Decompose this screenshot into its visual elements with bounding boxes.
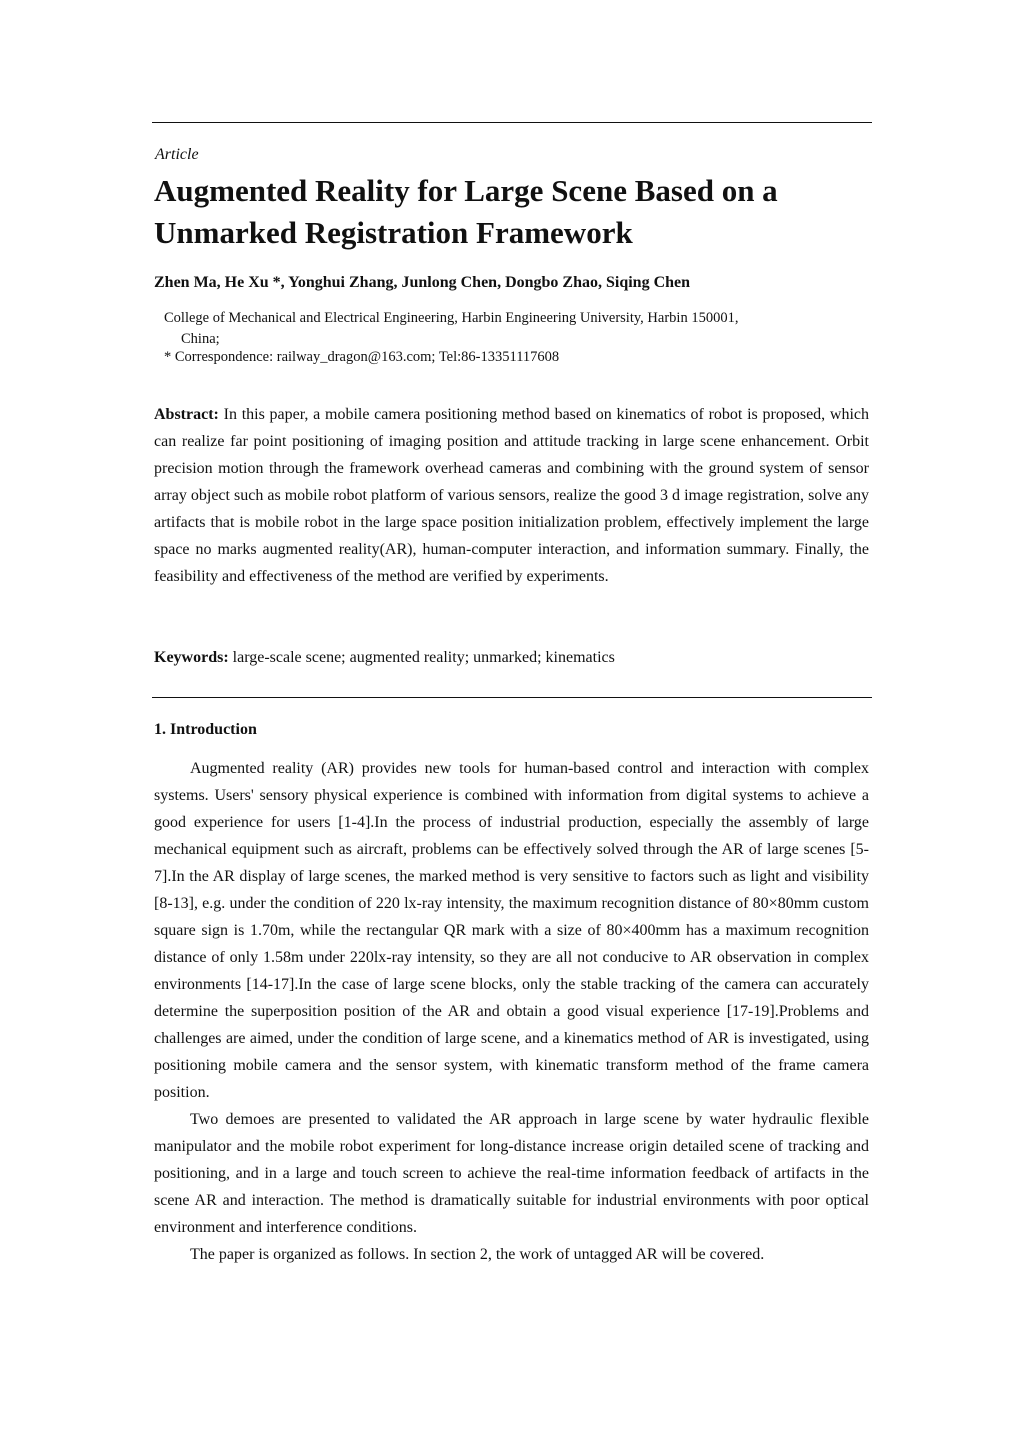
paragraph: Augmented reality (AR) provides new tools for human-based control and interaction with complex systems. Users' sensory physical experience is combined with information from digital systems to achieve a good experience for users [1-4].In the process of industrial production, especially the assembly of large mechanical equipment such as aircraft, problems can be effectively solved through the AR of large scenes [5-7].In the AR display of large scenes, the marked method is very sensitive to factors such as light and visibility [8-13], e.g. under the condition of 220 lx-ray intensity, the maximum recognition distance of 80×80mm custom square sign is 1.70m, while the rectangular QR mark with a size of 80×400mm has a maximum recognition distance of only 1.58m under 220lx-ray intensity, so they are all not conducive to AR observation in complex environments [14-17].In the case of large scene blocks, only the stable tracking of the camera can accurately determine the superposition position of the AR and obtain a good visual experience [17-19].Problems and challenges are aimed, under the condition of large scene, and a kinematics method of AR is investigated, using positioning mobile camera and the sensor system, with kinematic transform method of the frame camera position. <box>154 760 869 1101</box>
affiliation-line-2: China; <box>181 331 220 347</box>
paragraph: Two demoes are presented to validated the AR approach in large scene by water hydraulic flexible manipulator and the mobile robot experiment for long-distance increase origin detailed scene of tracking and positioning, and in a large and touch screen to achieve the real-time information feedback of artifacts in the scene AR and interaction. The method is dramatically suitable for industrial environments with poor optical environment and interference conditions. <box>154 1111 869 1236</box>
keywords-label: Keywords <box>154 649 224 666</box>
abstract-label: Abstract <box>154 406 214 423</box>
paper-title: Augmented Reality for Large Scene Based on a Unmarked Registration Framework <box>154 173 778 250</box>
section-divider-rule <box>152 697 872 698</box>
correspondence: * Correspondence: railway_dragon@163.com; Tel:86-13351117608 <box>164 349 560 365</box>
section-heading-introduction: 1. Introduction <box>154 721 257 738</box>
abstract-text: In this paper, a mobile camera positioning method based on kinematics of robot is proposed, which can realize far point positioning of imaging position and attitude tracking in large scene enhancement. Orbit precision motion through the framework overhead cameras and combining with the ground system of sensor array object such as mobile robot platform of various sensors, realize the good 3 d image registration, solve any artifacts that is mobile robot in the large space position initialization problem, effectively implement the large space no marks augmented reality(AR), human-computer interaction, and information summary. Finally, the feasibility and effectiveness of the method are verified by experiments. <box>154 406 870 585</box>
affiliation <box>164 308 854 350</box>
keywords: Keywords: large-scale scene; augmented reality; unmarked; kinematics <box>154 649 615 666</box>
author-list: Zhen Ma, He Xu *, Yonghui Zhang, Junlong Chen, Dongbo Zhao, Siqing Chen <box>154 274 691 291</box>
paragraph: The paper is organized as follows. In section 2, the work of untagged AR will be covered. <box>190 1246 765 1263</box>
keywords-text: large-scale scene; augmented reality; unmarked; kinematics <box>232 649 615 666</box>
header-rule <box>152 122 872 123</box>
article-type-label: Article <box>155 146 199 163</box>
abstract: Abstract: In this paper, a mobile camera positioning method based on kinematics of robot is proposed, which can realize far point positioning of imaging position and attitude tracking in large scene enhancement. Orbit precision motion through the framework overhead cameras and combining with the ground system of sensor array object such as mobile robot platform of various sensors, realize the good 3 d image registration, solve any artifacts that is mobile robot in the large space position initialization problem, effectively implement the large space no marks augmented reality(AR), human-computer interaction, and information summary. Finally, the feasibility and effectiveness of the method are verified by experiments. <box>154 406 870 585</box>
affiliation-line-1: College of Mechanical and Electrical Engineering, Harbin Engineering University, Harbin 150001, <box>164 310 739 326</box>
introduction-body <box>154 755 869 1268</box>
